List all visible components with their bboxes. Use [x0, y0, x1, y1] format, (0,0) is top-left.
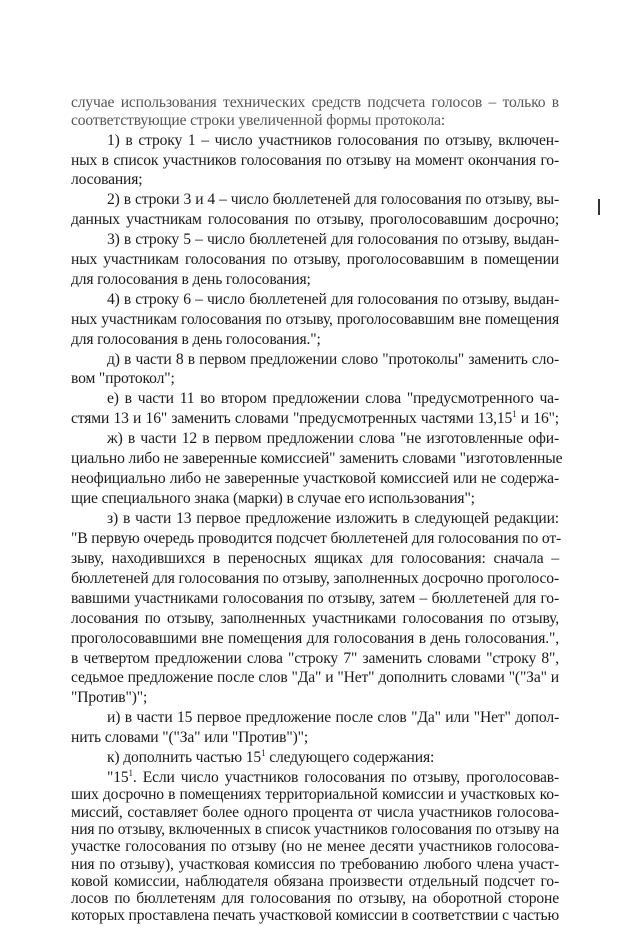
text-line: щие специального знака (марки) в случае его использования";	[71, 490, 475, 507]
text-line: стями 13 и 16" заменить словами "предусмотренных частями 13,15$^1$ и 16";	[71, 409, 559, 427]
superscript: 1	[261, 748, 266, 758]
text-line: для голосования в день голосования;	[71, 271, 311, 288]
text-line: "$15^1$. Если число участников голосования по отзыву, проголосовав-	[107, 768, 559, 786]
text-line: вавшими участниками голосования по отзыву, затем – бюллетеней для го-	[71, 590, 559, 607]
text-line: "Против")";	[71, 689, 148, 706]
text-line: проголосовавшими вне помещения для голосования в день голосования.",	[71, 630, 559, 647]
text-line: лосов по бюллетеням для голосования по отзыву, на оборотной стороне	[71, 890, 559, 908]
text-line: для голосования в день голосования.";	[71, 331, 321, 348]
text-line: з) в части 13 первое предложение изложить в следующей редакции:	[107, 510, 559, 527]
text-line: 1) в строку 1 – число участников голосования по отзыву, включен-	[107, 132, 559, 149]
margin-mark	[598, 199, 600, 215]
text-line: и) в части 15 первое предложение после слов "Да" или "Нет" допол-	[107, 709, 559, 726]
text-line: в четвертом предложении слова "строку 7" заменить словами "строку 8",	[71, 650, 559, 667]
text-line: ших досрочно в помещениях территориальной комиссии и участковых ко-	[71, 786, 559, 804]
text-line: д) в части 8 в первом предложении слово "протоколы" заменить сло-	[107, 351, 559, 368]
text-line: седьмое предложение после слов "Да" и "Нет" дополнить словами "("За" и	[71, 669, 559, 686]
text-line: неофициально либо не заверенные участковой комиссией или не содержа-	[71, 470, 559, 487]
text-line: ковой комиссии, наблюдателя обязана произвести отдельный подсчет го-	[71, 872, 559, 890]
text-line: участке голосования по отзыву (но не менее десяти участников голосова-	[71, 838, 559, 856]
text-line: вом "протокол";	[71, 370, 175, 387]
text-line: е) в части 11 во втором предложении слова "предусмотренного ча-	[107, 390, 559, 407]
text-line: "В первую очередь проводится подсчет бюллетеней для голосования по от-	[71, 530, 562, 547]
text-line: 3) в строку 5 – число бюллетеней для голосования по отзыву, выдан-	[107, 231, 559, 248]
text-line: которых проставлена печать участковой комиссии в соответствии с частью	[71, 907, 559, 925]
text-line: бюллетеней для голосования по отзыву, заполненных досрочно проголосо-	[71, 570, 559, 587]
superscript: 1	[512, 409, 517, 419]
text-line: лосования;	[71, 171, 143, 188]
text-line: ных в список участников голосования по отзыву на момент окончания го-	[71, 152, 559, 169]
text-line: ных участникам голосования по отзыву, проголосовавшим вне помещения	[71, 311, 559, 328]
text-line: ния по отзыву, включенных в список участников голосования по отзыву на	[71, 820, 559, 838]
text-line: ж) в части 12 в первом предложении слова "не изготовленные офи-	[107, 430, 559, 447]
text-line: данных участникам голосования по отзыву, проголосовавшим досрочно;	[71, 211, 559, 228]
text-line: случае использования технических средств подсчета голосов – только в	[71, 94, 559, 111]
text-line: 4) в строку 6 – число бюллетеней для голосования по отзыву, выдан-	[107, 291, 559, 308]
text-line: к) дополнить частью $15^1$ следующего содержания:	[107, 748, 435, 766]
text-line: нить словами "("За" или "Против")";	[71, 729, 309, 746]
superscript: 1	[128, 768, 133, 778]
text-line: соответствующие строки увеличенной формы протокола:	[71, 112, 446, 129]
text-line: ных участникам голосования по отзыву, проголосовавшим в помещении	[71, 251, 559, 268]
text-line: циально либо не заверенные комиссией" заменить словами "изготовленные	[71, 450, 563, 467]
text-line: ния по отзыву), участковая комиссия по требованию любого члена участ-	[71, 855, 559, 873]
text-line: 2) в строки 3 и 4 – число бюллетеней для голосования по отзыву, вы-	[107, 191, 559, 208]
text-line: миссий, составляет более одного процента от числа участников голосова-	[71, 803, 559, 821]
text-line: зыву, находившихся в переносных ящиках для голосования: сначала –	[71, 550, 559, 567]
text-line: лосования по отзыву, заполненных участниками голосования по отзыву,	[71, 610, 559, 627]
